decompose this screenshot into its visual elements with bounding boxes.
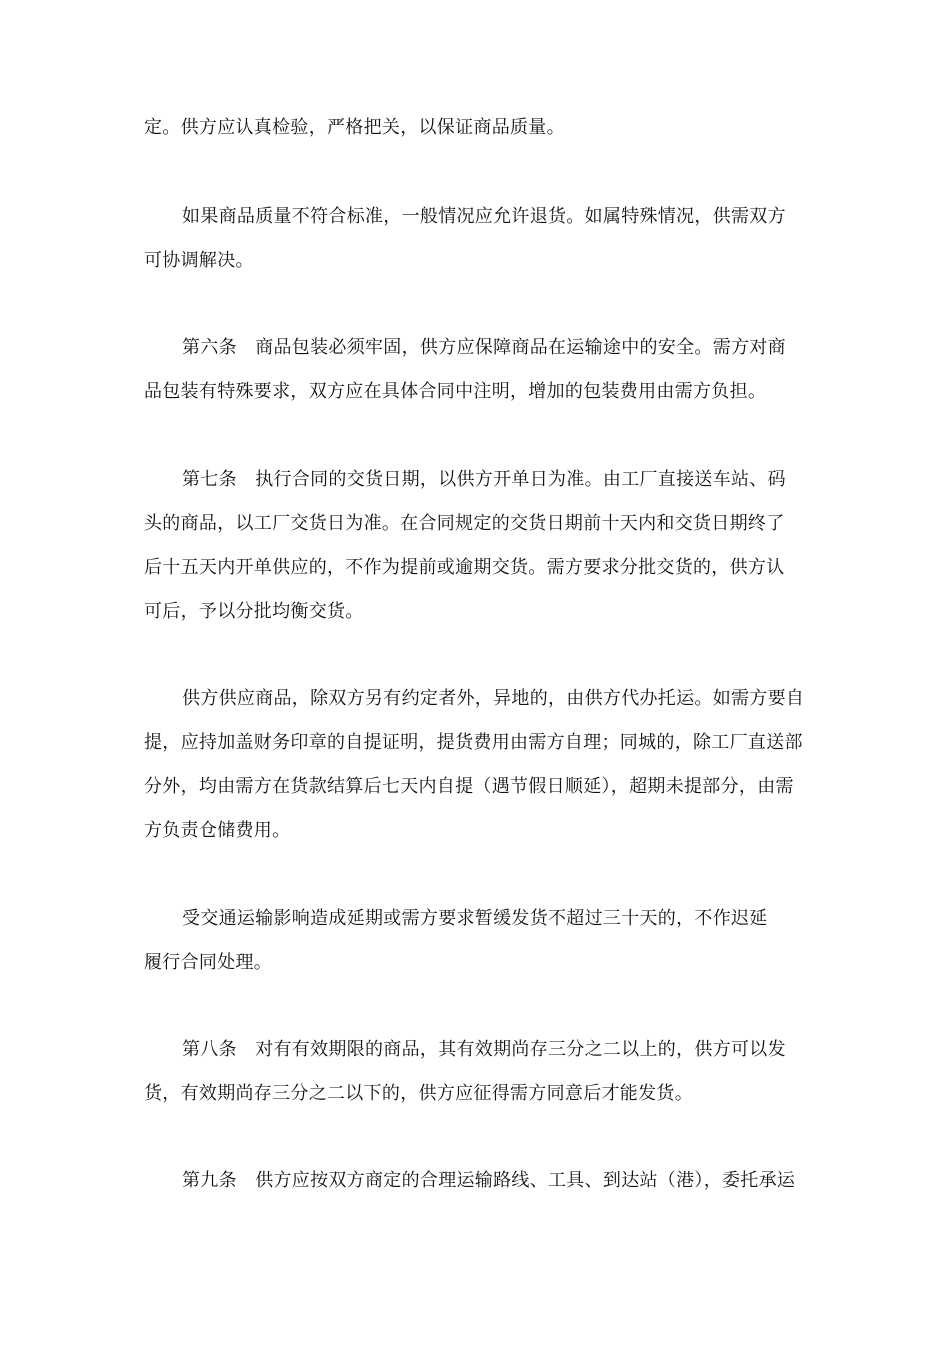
paragraph-article-6 xyxy=(144,326,808,414)
text-line: 可协调解决。 xyxy=(144,250,254,271)
text-line: 方负责仓储费用。 xyxy=(144,820,291,841)
text-line: 定。供方应认真检验，严格把关，以保证商品质量。 xyxy=(144,117,565,138)
text-line: 头的商品，以工厂交货日为准。在合同规定的交货日期前十天内和交货日期终了 xyxy=(144,513,785,534)
text-line: 第七条 执行合同的交货日期，以供方开单日为准。由工厂直接送车站、码 xyxy=(182,469,786,490)
text-line: 如果商品质量不符合标准，一般情况应允许退货。如属特殊情况，供需双方 xyxy=(182,206,786,227)
text-line: 提，应持加盖财务印章的自提证明，提货费用由需方自理；同城的，除工厂直送部 xyxy=(144,732,803,753)
text-line: 受交通运输影响造成延期或需方要求暂缓发货不超过三十天的，不作迟延 xyxy=(182,908,768,929)
paragraph-article-9 xyxy=(144,1159,808,1203)
text-line: 第九条 供方应按双方商定的合理运输路线、工具、到达站（港），委托承运 xyxy=(182,1170,796,1191)
text-line: 分外，均由需方在货款结算后七天内自提（遇节假日顺延），超期未提部分，由需 xyxy=(144,776,794,797)
text-line: 货，有效期尚存三分之二以下的，供方应征得需方同意后才能发货。 xyxy=(144,1083,693,1104)
paragraph-article-7 xyxy=(144,458,808,634)
paragraph-shipping-delivery xyxy=(144,677,808,853)
text-line: 后十五天内开单供应的，不作为提前或逾期交货。需方要求分批交货的，供方认 xyxy=(144,557,785,578)
text-line: 第八条 对有有效期限的商品，其有效期尚存三分之二以上的，供方可以发 xyxy=(182,1039,786,1060)
text-line: 品包装有特殊要求，双方应在具体合同中注明，增加的包装费用由需方负担。 xyxy=(144,381,767,402)
paragraph-transport-delay xyxy=(144,897,808,985)
text-line: 第六条 商品包装必须牢固，供方应保障商品在运输途中的安全。需方对商 xyxy=(182,337,786,358)
paragraph-article-8 xyxy=(144,1028,808,1116)
paragraph-quality-inspection xyxy=(144,106,808,150)
text-line: 履行合同处理。 xyxy=(144,952,273,973)
text-line: 供方供应商品，除双方另有约定者外，异地的，由供方代办托运。如需方要自 xyxy=(182,688,805,709)
paragraph-return-goods xyxy=(144,195,808,283)
text-line: 可后，予以分批均衡交货。 xyxy=(144,601,364,622)
